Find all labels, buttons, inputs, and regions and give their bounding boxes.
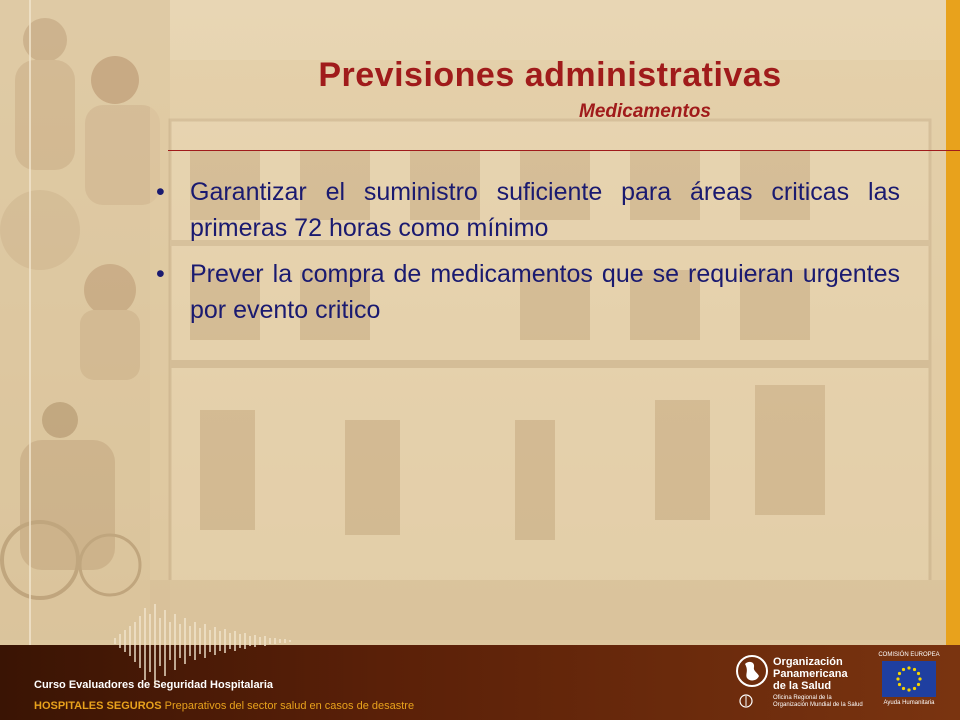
slide-subtitle: Medicamentos [579, 101, 711, 122]
ops-sub-line1: Oficina Regional de la [773, 695, 832, 701]
ops-name-line2: Panamericana [773, 668, 848, 680]
background-people-photo [0, 0, 170, 640]
course-name: Curso Evaluadores de Seguridad Hospitalaria [34, 679, 274, 691]
eu-logo [876, 652, 942, 712]
program-name: HOSPITALES SEGUROS [34, 700, 162, 712]
bullet-item [150, 174, 900, 246]
program-description: Preparativos del sector salud en casos de desastre [164, 700, 415, 712]
ops-name [773, 656, 848, 692]
bullet-marker: • [156, 260, 165, 288]
eu-label: COMISIÓN EUROPEA [878, 652, 940, 658]
soundwave-graphic [110, 600, 310, 690]
background-building-photo [150, 60, 950, 640]
ops-emblem-icon [735, 654, 769, 688]
ops-subtitle [773, 695, 863, 709]
eu-flag-icon [882, 661, 936, 697]
title-rule [168, 150, 960, 151]
who-emblem-icon [739, 694, 753, 708]
bullet-text: Garantizar el suministro suficiente para áreas criticas las primeras 72 horas como mínimo [190, 178, 900, 242]
left-divider-line [29, 0, 31, 645]
slide-title: Previsiones administrativas [318, 56, 782, 94]
eu-subtitle: Ayuda Humanitaria [883, 700, 935, 706]
ops-logo [735, 652, 870, 714]
right-accent-bar [946, 0, 960, 645]
ops-sub-line2: Organización Mundial de la Salud [773, 702, 863, 708]
program-tagline [34, 700, 414, 712]
ops-name-line3: de la Salud [773, 680, 832, 692]
bullet-list [150, 174, 900, 338]
bullet-text: Prever la compra de medicamentos que se requieran urgentes por evento critico [190, 260, 900, 324]
bullet-item [150, 256, 900, 328]
bullet-marker: • [156, 178, 165, 206]
ops-name-line1: Organización [773, 656, 843, 668]
